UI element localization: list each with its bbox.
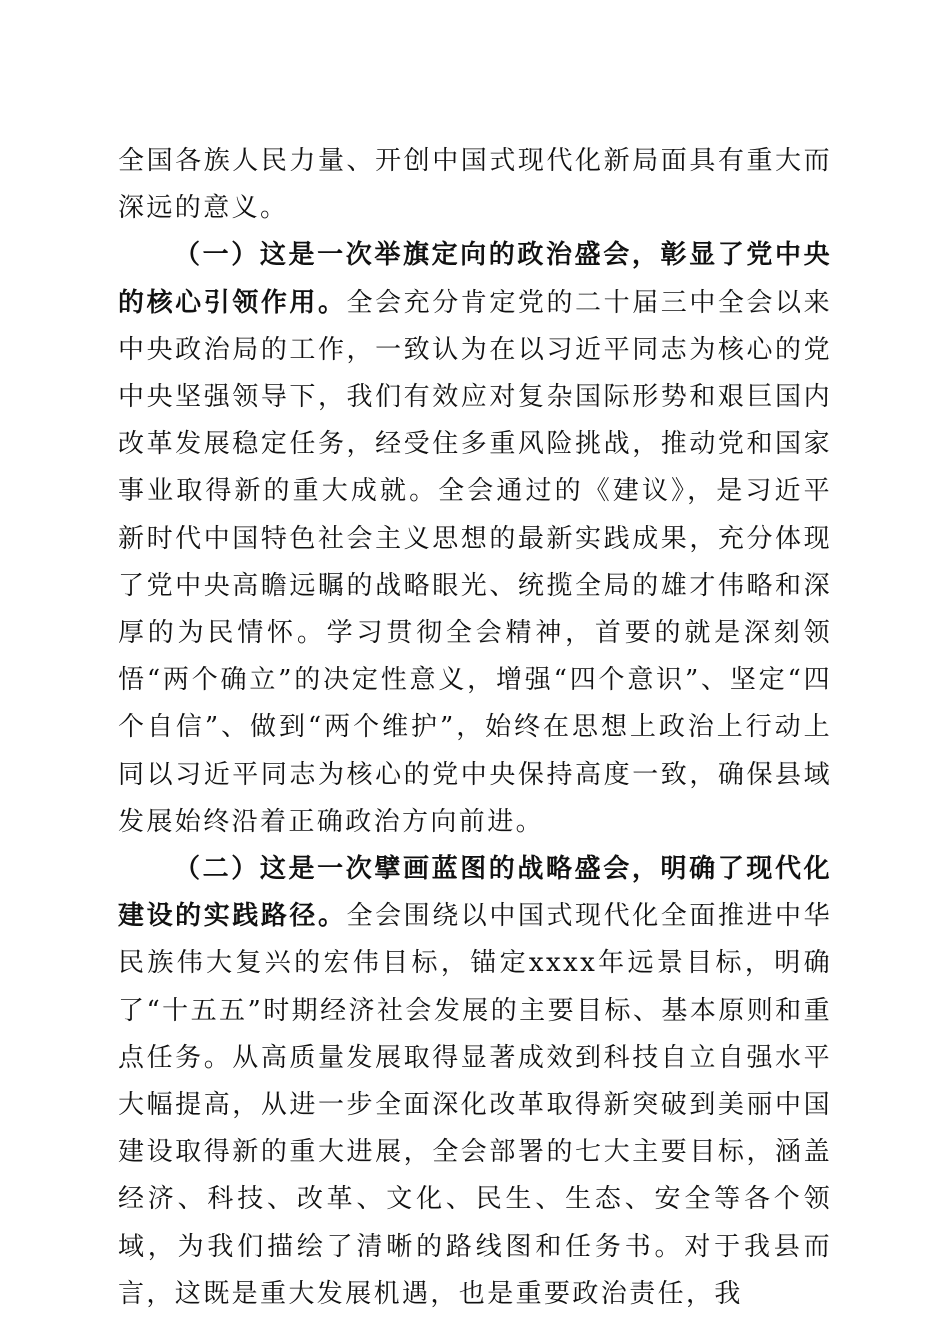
document-body [118, 138, 832, 1318]
paragraph-intro-continuation [118, 138, 832, 232]
paragraph-text: 全会充分肯定党的二十届三中全会以来中央政治局的工作，一致认为在以习近平同志为核心的党中央坚强领导下，我们有效应对复杂国际形势和艰巨国内改革发展稳定任务，经受住多重风险挑战，推动党和国家事业取得新的重大成就。全会通过的《建议》，是习近平新时代中国特色社会主义思想的最新实践成果，充分体现了党中央高瞻远瞩的战略眼光、统揽全局的雄才伟略和深厚的为民情怀。学习贯彻全会精神，首要的就是深刻领悟“两个确立”的决定性意义，增强“四个意识”、坚定“四个自信”、做到“两个维护”，始终在思想上政治上行动上同以习近平同志为核心的党中央保持高度一致，确保县域发展始终沿着正确政治方向前进。 [118, 287, 832, 837]
paragraph-text: 全国各族人民力量、开创中国式现代化新局面具有重大而深远的意义。 [118, 146, 832, 224]
paragraph-section-one [118, 232, 832, 846]
section-one-heading: （一）这是一次举旗定向的政治盛会，彰显了党中央的核心引领作用。 [118, 240, 832, 318]
paragraph-section-two [118, 846, 832, 1318]
paragraph-text: 全会围绕以中国式现代化全面推进中华民族伟大复兴的宏伟目标，锚定xxxx年远景目标，明确了“十五五”时期经济社会发展的主要目标、基本原则和重点任务。从高质量发展取得显著成效到科技自立自强水平大幅提高，从进一步全面深化改革取得新突破到美丽中国建设取得新的重大进展，全会部署的七大主要目标，涵盖经济、科技、改革、文化、民生、生态、安全等各个领域，为我们描绘了清晰的路线图和任务书。对于我县而言，这既是重大发展机遇，也是重要政治责任，我 [118, 901, 832, 1309]
section-two-heading: （二）这是一次擘画蓝图的战略盛会，明确了现代化建设的实践路径。 [118, 854, 832, 932]
